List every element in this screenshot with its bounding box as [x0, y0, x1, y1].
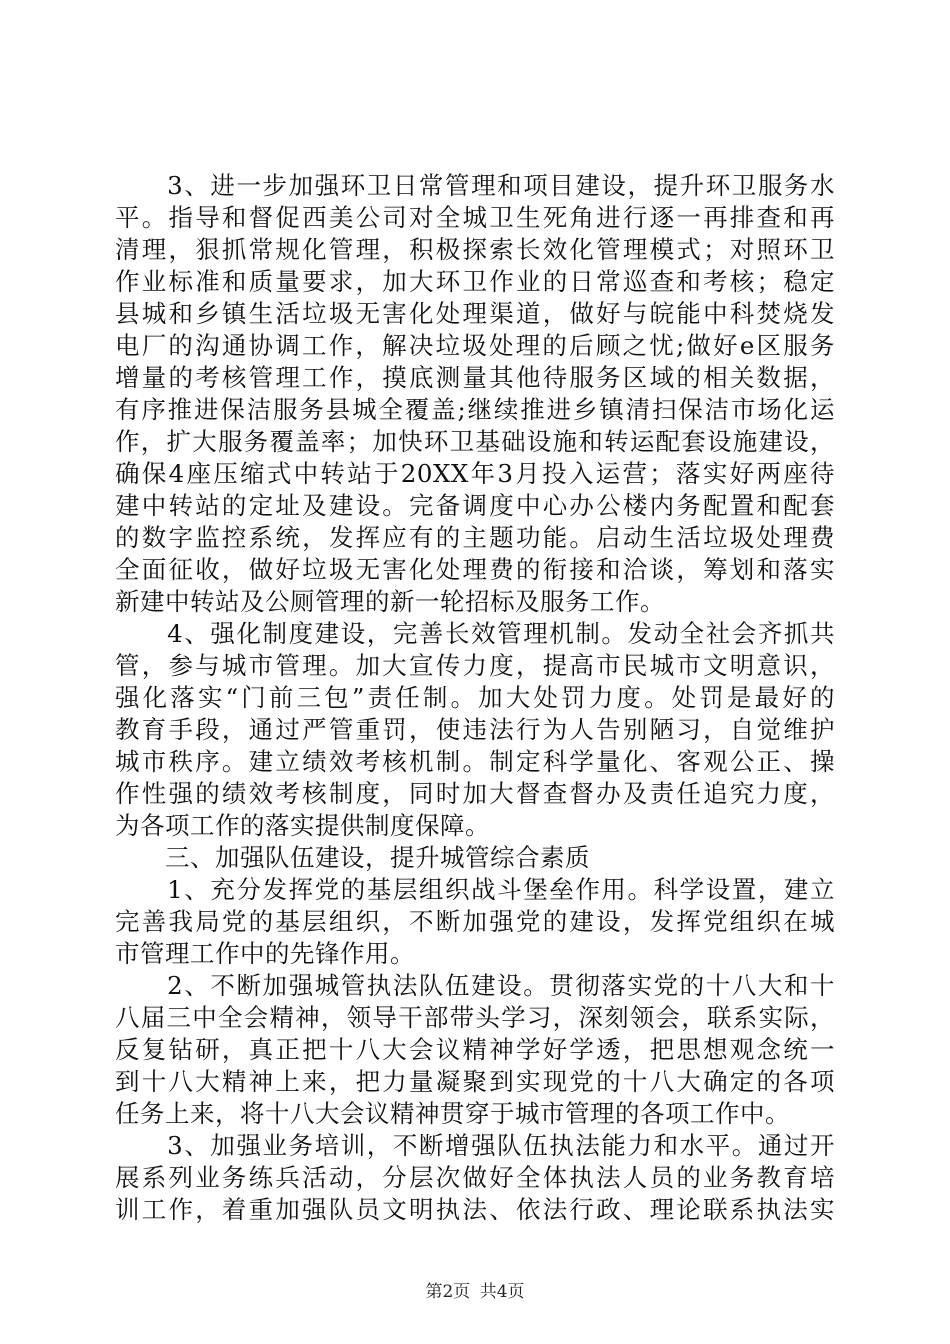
- text-line: 建中转站的定址及建设。完备调度中心办公楼内务配置和配套: [115, 491, 835, 520]
- text-line: 确保4座压缩式中转站于20XX年3月投入运营；落实好两座待: [115, 459, 835, 488]
- text-line: 教育手段，通过严管重罚，使违法行为人告别陋习，自觉维护: [115, 715, 835, 744]
- text-line: 电厂的沟通协调工作，解决垃圾处理的后顾之忧;做好e区服务: [115, 331, 835, 360]
- text-line: 城市秩序。建立绩效考核机制。制定科学量化、客观公正、操: [115, 747, 835, 776]
- text-line: 作业标准和质量要求，加大环卫作业的日常巡查和考核；稳定: [115, 267, 835, 296]
- text-line: 作性强的绩效考核制度，同时加大督查督办及责任追究力度，: [115, 779, 835, 808]
- text-line: 县城和乡镇生活垃圾无害化处理渠道，做好与皖能中科焚烧发: [115, 299, 835, 328]
- text-line: 全面征收，做好垃圾无害化处理费的衔接和洽谈，筹划和落实: [115, 555, 835, 584]
- text-line: 八届三中全会精神，领导干部带头学习，深刻领会，联系实际，: [115, 1003, 835, 1032]
- page-total: 共4页: [479, 1282, 525, 1302]
- text-line: 作，扩大服务覆盖率；加快环卫基础设施和转运配套设施建设，: [115, 427, 835, 456]
- page-number: 第2页: [425, 1282, 471, 1302]
- text-line: 新建中转站及公厕管理的新一轮招标及服务工作。: [115, 587, 665, 616]
- text-line: 任务上来，将十八大会议精神贯穿于城市管理的各项工作中。: [115, 1099, 790, 1128]
- text-line: 3、加强业务培训，不断增强队伍执法能力和水平。通过开: [115, 1131, 835, 1160]
- text-line: 4、强化制度建设，完善长效管理机制。发动全社会齐抓共: [115, 619, 835, 648]
- text-line: 训工作，着重加强队员文明执法、依法行政、理论联系执法实: [115, 1195, 835, 1224]
- text-line: 的数字监控系统，发挥应有的主题功能。启动生活垃圾处理费: [115, 523, 835, 552]
- text-line: 管，参与城市管理。加大宣传力度，提高市民城市文明意识，: [115, 651, 835, 680]
- page-footer: [0, 1277, 950, 1302]
- text-line: 清理，狠抓常规化管理，积极探索长效化管理模式；对照环卫: [115, 235, 835, 264]
- text-line: 展系列业务练兵活动，分层次做好全体执法人员的业务教育培: [115, 1163, 835, 1192]
- text-line: 反复钻研，真正把十八大会议精神学好学透，把思想观念统一: [115, 1035, 835, 1064]
- text-line: 到十八大精神上来，把力量凝聚到实现党的十八大确定的各项: [115, 1067, 835, 1096]
- text-line: 市管理工作中的先锋作用。: [115, 939, 415, 968]
- section-heading: 三、加强队伍建设，提升城管综合素质: [115, 843, 590, 872]
- text-line: 平。指导和督促西美公司对全城卫生死角进行逐一再排查和再: [115, 203, 835, 232]
- text-line: 为各项工作的落实提供制度保障。: [115, 811, 490, 840]
- text-line: 2、不断加强城管执法队伍建设。贯彻落实党的十八大和十: [115, 971, 835, 1000]
- text-line: 1、充分发挥党的基层组织战斗堡垒作用。科学设置，建立: [115, 875, 835, 904]
- text-line: 强化落实“门前三包”责任制。加大处罚力度。处罚是最好的: [115, 683, 835, 712]
- text-line: 完善我局党的基层组织，不断加强党的建设，发挥党组织在城: [115, 907, 835, 936]
- text-line: 增量的考核管理工作，摸底测量其他待服务区域的相关数据，: [115, 363, 835, 392]
- document-body: [115, 170, 835, 1226]
- text-line: 3、进一步加强环卫日常管理和项目建设，提升环卫服务水: [115, 171, 835, 200]
- text-line: 有序推进保洁服务县城全覆盖;继续推进乡镇清扫保洁市场化运: [115, 395, 835, 424]
